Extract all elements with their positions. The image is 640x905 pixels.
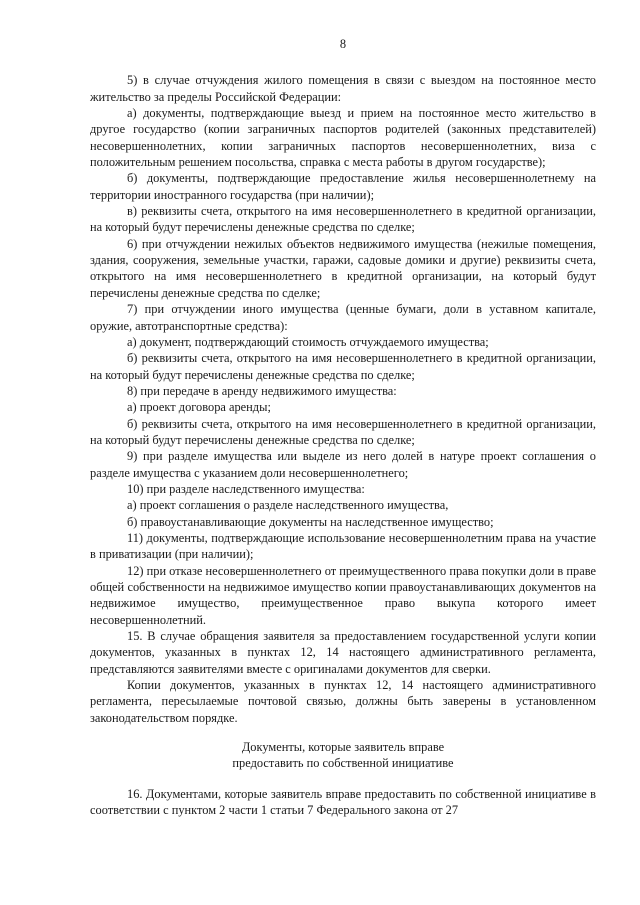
paragraph-6: 6) при отчуждении нежилых объектов недвижимого имущества (нежилые помещения, здания, сооружения, земельные участки, гаражи, садовые домики и другие) реквизиты счета, открытого на имя несовершеннолетнего в кредитной организации, на который будут перечислены денежные средства по сделке; (90, 236, 596, 300)
paragraph-15: 15. В случае обращения заявителя за предоставлением государственной услуги копии документов, указанных в пунктах 12, 14 настоящего административного регламента, представляются заявителями вместе с оригиналами документов для сверки. (90, 629, 596, 676)
page-number: 8 (339, 37, 347, 51)
paragraph-7: 7) при отчуждении иного имущества (ценные бумаги, доли в уставном капитале, оружие, автотранспортные средства): (90, 302, 596, 333)
paragraph-10b: б) правоустанавливающие документы на наследственное имущество; (127, 514, 494, 529)
paragraph-12: 12) при отказе несовершеннолетнего от преимущественного права покупки доли в праве общей собственности на недвижимое имущество копии правоустанавливающих документов на недвижимое имущество, преимущественное право выкупа которого имеет несовершеннолетний. (90, 563, 596, 627)
paragraph-7b: б) реквизиты счета, открытого на имя несовершеннолетнего в кредитной организации, на который будут перечислены денежные средства по сделке; (90, 351, 596, 382)
paragraph-8b: б) реквизиты счета, открытого на имя несовершеннолетнего в кредитной организации, на который будут перечислены денежные средства по сделке; (90, 416, 596, 447)
paragraph-5v: в) реквизиты счета, открытого на имя несовершеннолетнего в кредитной организации, на который будут перечислены денежные средства по сделке; (90, 204, 596, 235)
paragraph-9: 9) при разделе имущества или выделе из него долей в натуре проект соглашения о разделе имущества с указанием доли несовершеннолетнего; (90, 449, 596, 480)
section-heading (90, 739, 596, 772)
paragraph-10a: а) проект соглашения о разделе наследственного имущества, (127, 498, 449, 513)
section-heading-line-1: Документы, которые заявитель вправе (241, 740, 445, 755)
paragraph-15-copies: Копии документов, указанных в пунктах 12, 14 настоящего административного регламента, пересылаемые почтовой связью, должны быть заверены в установленном законодательством порядке. (90, 678, 596, 725)
paragraph-5a: а) документы, подтверждающие выезд и прием на постоянное место жительство в другое государство (копии заграничных паспортов родителей (законных представителей) несовершеннолетних, копии заграничных паспортов несовершеннолетних, виза с положительным решением посольства, справка с места работы в другом государстве); (90, 106, 596, 170)
paragraph-8a: а) проект договора аренды; (127, 400, 271, 415)
paragraph-11: 11) документы, подтверждающие использование несовершеннолетним права на участие в приватизации (при наличии); (90, 530, 596, 562)
paragraph-10: 10) при разделе наследственного имущества: (127, 481, 365, 496)
paragraph-5b: б) документы, подтверждающие предоставление жилья несовершеннолетнему на территории иностранного государства (при наличии); (90, 171, 596, 202)
paragraph-5: 5) в случае отчуждения жилого помещения в связи с выездом на постоянное место жительство за пределы Российской Федерации: (90, 73, 596, 104)
paragraph-16: 16. Документами, которые заявитель вправе предоставить по собственной инициативе в соответствии с пунктом 2 части 1 статьи 7 Федерального закона от 27 (90, 786, 596, 818)
paragraph-8: 8) при передаче в аренду недвижимого имущества: (127, 383, 397, 398)
paragraph-7a: а) документ, подтверждающий стоимость отчуждаемого имущества; (127, 334, 489, 349)
section-heading-line-2: предоставить по собственной инициативе (232, 756, 454, 771)
